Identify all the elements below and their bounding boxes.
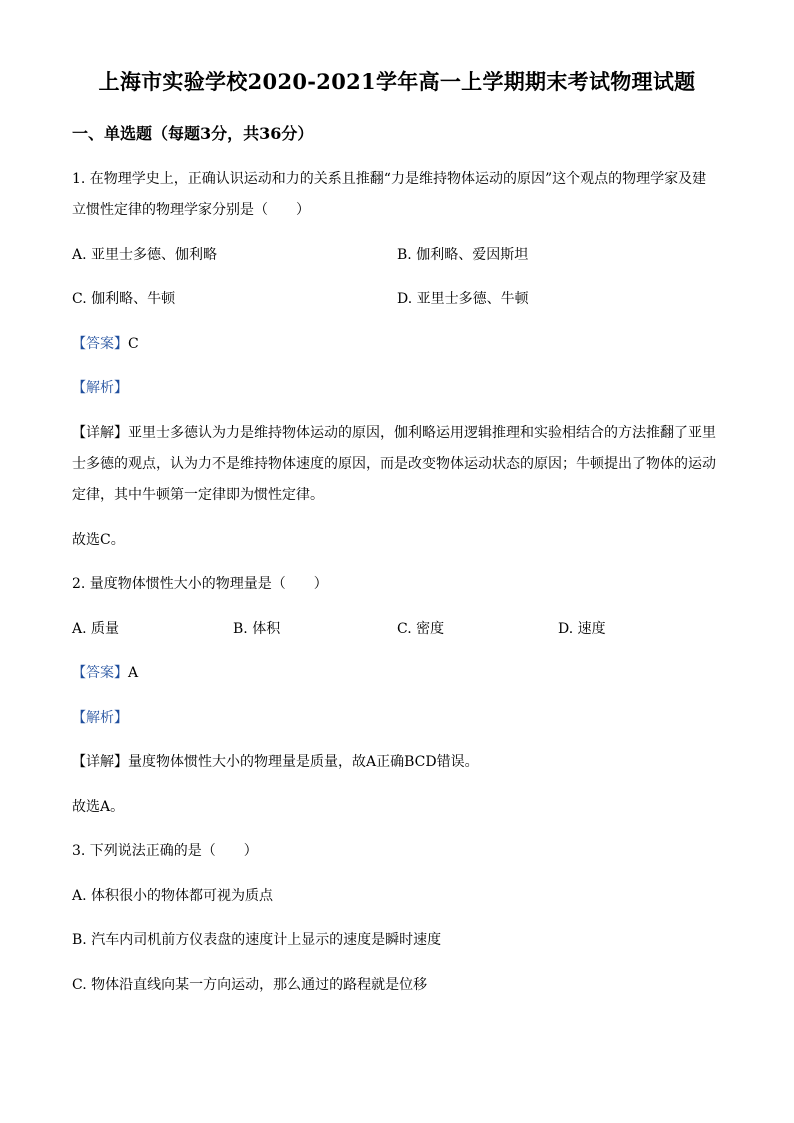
q1-option-a: A. 亚里士多德、伽利略 (72, 247, 218, 263)
q2-option-d: D. 速度 (558, 621, 606, 637)
analysis-tag: 【解析】 (72, 380, 128, 396)
detail-text: 量度物体惯性大小的物理量是质量，故A正确BCD错误。 (128, 754, 479, 770)
detail-tag: 【详解】 (72, 754, 128, 770)
answer-tag: 【答案】 (72, 336, 128, 352)
q3-option-b: B. 汽车内司机前方仪表盘的速度计上显示的速度是瞬时速度 (72, 932, 442, 948)
q1-option-b: B. 伽利略、爱因斯坦 (397, 247, 529, 263)
q2-stem: 2. 量度物体惯性大小的物理量是（ ） (72, 576, 328, 592)
q3-option-c: C. 物体沿直线向某一方向运动，那么通过的路程就是位移 (72, 977, 428, 993)
q1-answer (72, 333, 139, 353)
q1-option-d: D. 亚里士多德、牛顿 (397, 291, 529, 307)
q2-answer (72, 662, 138, 682)
analysis-tag: 【解析】 (72, 710, 128, 726)
q3-option-a: A. 体积很小的物体都可视为质点 (72, 888, 274, 904)
q2-conclusion: 故选A。 (72, 799, 125, 815)
q1-stem-line1: 1. 在物理学史上，正确认识运动和力的关系且推翻“力是维持物体运动的原因”这个观点的物理学家及建 (72, 171, 707, 187)
answer-value: C (128, 336, 139, 352)
section-heading: 一、单选题（每题3分，共36分） (72, 124, 314, 143)
answer-tag: 【答案】 (72, 665, 128, 681)
q1-detail-line3: 定律，其中牛顿第一定律即为惯性定律。 (72, 487, 324, 503)
detail-text: 亚里士多德认为力是维持物体运动的原因，伽利略运用逻辑推理和实验相结合的方法推翻了亚里 (128, 425, 716, 441)
document-title: 上海市实验学校2020-2021学年高一上学期期末考试物理试题 (98, 69, 696, 94)
q2-option-a: A. 质量 (72, 621, 120, 637)
q1-option-c: C. 伽利略、牛顿 (72, 291, 176, 307)
q1-conclusion: 故选C。 (72, 532, 125, 548)
answer-value: A (128, 665, 139, 681)
q2-option-b: B. 体积 (233, 621, 281, 637)
q1-stem-line2: 立惯性定律的物理学家分别是（ ） (72, 202, 310, 218)
detail-tag: 【详解】 (72, 425, 128, 441)
q2-option-c: C. 密度 (397, 621, 445, 637)
q2-detail-line1 (72, 751, 479, 771)
q2-analysis (72, 707, 128, 727)
q1-detail-line2: 士多德的观点，认为力不是维持物体速度的原因，而是改变物体运动状态的原因；牛顿提出了物体的运动 (72, 456, 716, 472)
q1-analysis (72, 377, 128, 397)
q3-stem: 3. 下列说法正确的是（ ） (72, 843, 258, 859)
q1-detail-line1 (72, 422, 716, 442)
